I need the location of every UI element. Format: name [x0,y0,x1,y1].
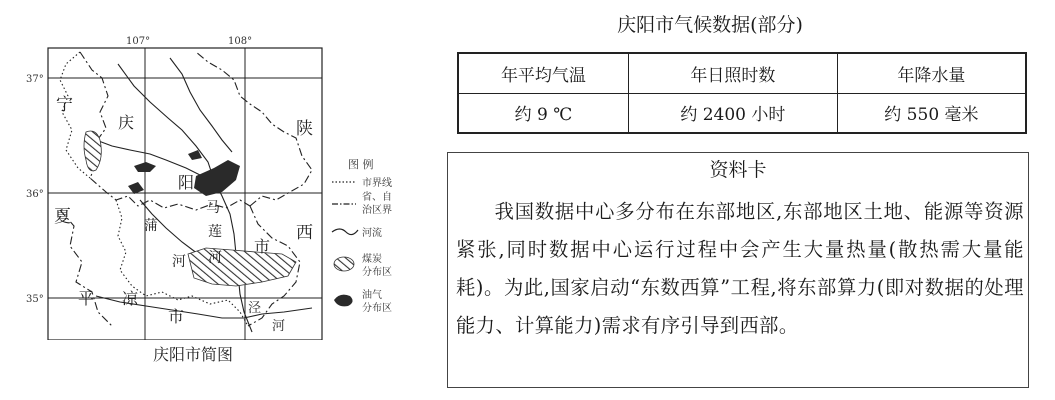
legend-label-provincial-boundary-1: 省、自 [362,192,392,203]
provincial-boundary-west [60,210,112,326]
label-he-malian: 河 [208,250,222,266]
info-card-text: 我国数据中心多分布在东部地区,东部地区土地、能源等资源紧张,同时数据中心运行过程中会产生大量热量(散热需大量能耗)。为此,国家启动“东数西算”工程,将东部算力(即对数据的处理能力、计算能力)需求有序引导到西部。 [456,200,1024,337]
label-xia: 夏 [54,207,71,227]
lat-label-35: 35° [26,294,44,305]
label-shi-pingliang: 市 [168,307,185,326]
map-legend [332,157,392,314]
info-card-body [456,193,1024,345]
legend-label-coal-2: 分布区 [362,267,392,278]
table-header-row [458,53,1026,93]
legend-label-river: 河流 [362,228,382,239]
legend-symbol-river [332,229,358,235]
value-annual-sunshine: 约 2400 小时 [628,93,837,133]
label-he-pu: 河 [172,254,186,270]
legend-title: 图 例 [348,158,374,171]
oil-gas-area-center [134,162,156,172]
header-annual-sunshine: 年日照时数 [628,53,837,93]
map-caption: 庆阳市简图 [152,345,233,364]
coal-area-south [188,248,296,286]
value-annual-precipitation: 约 550 毫米 [837,93,1026,133]
label-jing: 泾 [248,301,262,316]
legend-symbol-oil-gas [334,295,353,307]
climate-table [457,52,1027,134]
label-lian: 莲 [208,224,222,240]
climate-table-title: 庆阳市气候数据(部分) [617,14,803,36]
label-qing: 庆 [118,113,135,132]
label-ping: 平 [78,289,95,308]
river-malian [118,64,252,332]
coal-area-northwest [84,131,101,171]
legend-label-oil-gas-1: 油气 [362,290,382,301]
qingyang-map [0,0,440,340]
oil-gas-area-west [128,182,144,194]
river-tributary-east [170,58,232,152]
info-card-title: 资料卡 [709,159,767,181]
legend-symbol-coal [334,257,354,271]
label-xi: 西 [296,223,313,243]
table-row [458,93,1026,133]
header-annual-precipitation: 年降水量 [837,53,1026,93]
label-he-jing: 河 [272,319,286,334]
label-yang: 阳 [178,173,195,192]
label-ning: 宁 [56,95,73,115]
label-pu: 蒲 [144,218,158,234]
label-shi-qingyang: 市 [254,237,271,256]
label-ma: 马 [206,200,220,216]
value-annual-temperature: 约 9 ℃ [458,93,628,133]
lon-label-108: 108° [228,36,253,47]
info-card [447,152,1029,388]
legend-label-coal-1: 煤炭 [362,254,382,265]
lat-label-37: 37° [26,74,44,85]
map-panel [0,0,440,400]
legend-label-oil-gas-2: 分布区 [362,303,392,314]
legend-label-provincial-boundary-2: 治区界 [362,205,392,216]
label-liang: 凉 [122,289,139,308]
lat-label-36: 36° [26,189,44,200]
lon-label-107: 107° [126,36,151,47]
header-annual-temperature: 年平均气温 [458,53,628,93]
oil-gas-area-yang [194,160,240,196]
label-shaan: 陕 [296,119,313,139]
legend-label-city-boundary: 市界线 [362,178,392,189]
